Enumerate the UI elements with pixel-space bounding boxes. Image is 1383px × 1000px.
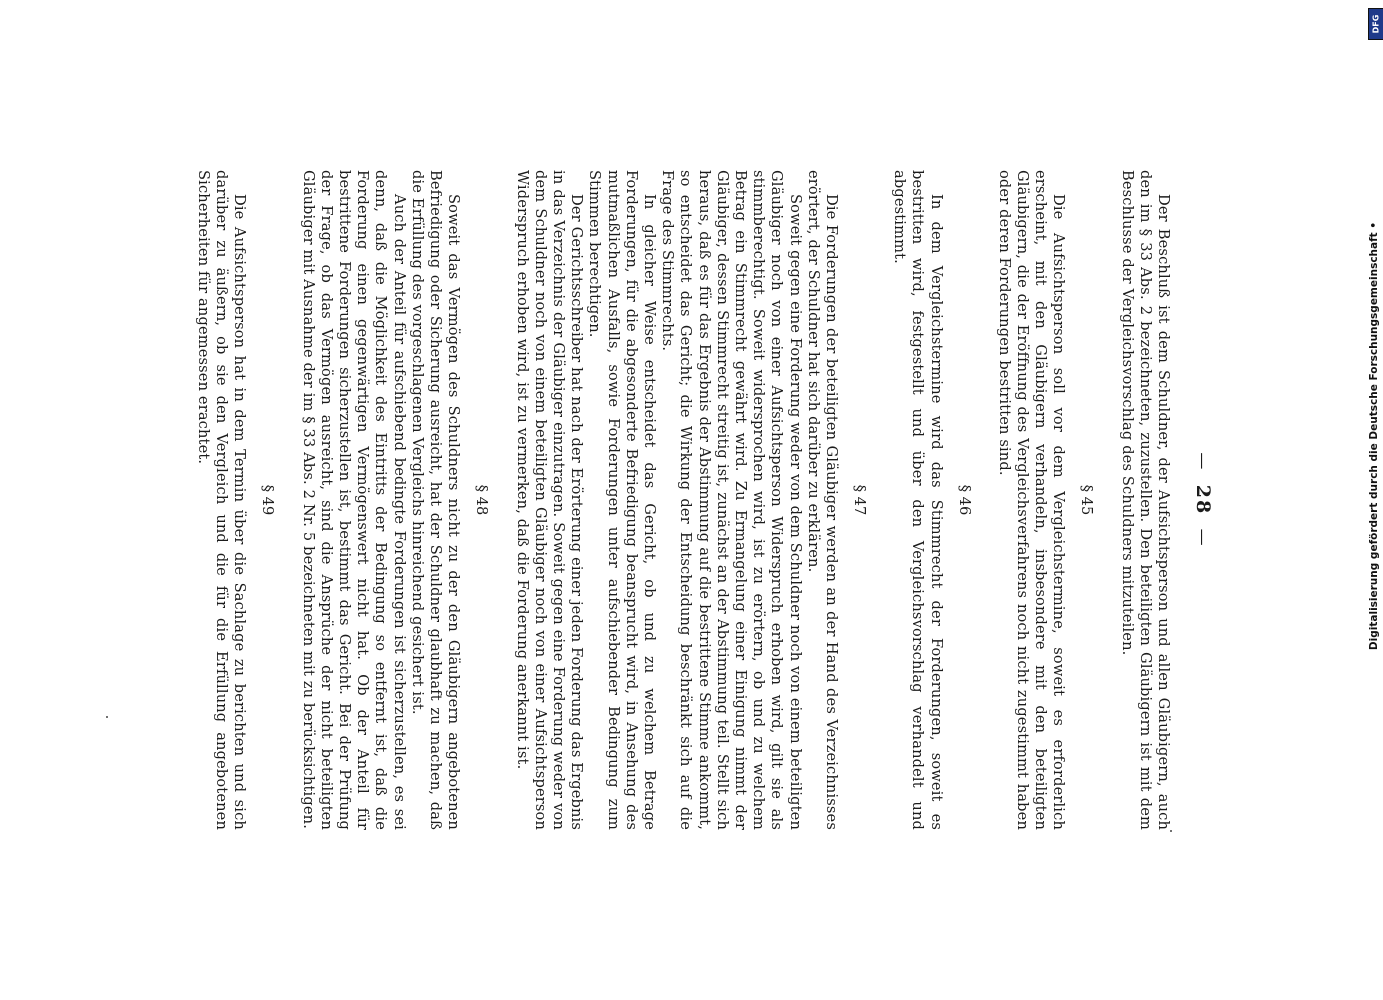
digitization-notice-text: Digitalisierung gefördert durch die Deutsche Forschungsgemeinschaft • [1368,221,1380,651]
header-dash-left: — [1192,452,1212,472]
paragraph: Die Forderungen der beteiligten Gläubiger werden an der Hand des Verzeichnisses erörtert, der Schuldner hat sich darüber zu erklären. [804,170,840,830]
page-header [1192,170,1214,830]
paragraph: Soweit gegen eine Forderung weder von dem Schuldner noch von einem beteiligten Gläubiger noch von einer Aufsichtsperson Widerspruch erhoben wird, gilt sie als stimmberechtigt. Soweit widersprochen wird, ist zu erörtern, ob und zu welchem Betrag ein Stimmrecht gewährt wird. Zu Ermangelung einer Einigung nimmt der Gläubiger, dessen Stimmrecht streitig ist, zunächst an der Abstimmung teil. Stellt sich heraus, daß es für das Ergebnis der Abstimmung auf die bestrittene Stimme ankommt, so entscheidet das Gericht; die Wirkung der Entscheidung beschränkt sich auf die Frage des Stimmrechts. [659,170,804,830]
section-heading-47: § 47 [850,484,868,516]
paragraph: Auch der Anteil für aufschiebend bedingte Forderungen ist sicherzustellen, es sei denn, daß die Möglichkeit des Eintritts der Bedingung so entfernt ist, daß die Forderung einen gegenwärtigen Vermögenswert nicht hat. Ob der Anteil für bestrittene Forderungen sicherzustellen ist, bestimmt das Gericht. Bei der Prüfung der Frage, ob das Vermögen ausreicht, sind die Ansprüche der nicht beteiligten Gläubiger mit Ausnahme der im § 33 Abs. 2 Nr. 5 bezeichneten mit zu berücksichtigen. [299,170,408,830]
header-dash-right: — [1192,528,1212,548]
paragraph: In dem Vergleichstermine wird das Stimmrecht der Forderungen, soweit es bestritten wird, festgestellt und über den Vergleichsvorschlag verhandelt und abgestimmt. [891,170,945,830]
paragraph: In gleicher Weise entscheidet das Gericht, ob und zu welchem Betrage Forderungen, für die abgesonderte Befriedigung beansprucht wird, in Ansehung des mutmaßlichen Ausfalls, sowie Forderungen unter aufschiebender Bedingung zum Stimmen berechtigen. [586,170,658,830]
section-heading-49: § 49 [259,484,277,516]
paragraph: Soweit das Vermögen des Schuldners nicht zu der den Gläubigern angebotenen Befriedigung oder Sicherung ausreicht, hat der Schuldner glaubhaft zu machen, daß die Erfüllung des vorgeschlagenen Vergleichs hinreichend gesichert ist. [408,170,463,830]
section-heading-45: § 45 [1078,484,1096,516]
scan-speck [106,716,108,718]
rotated-document-page [136,170,1236,830]
dfg-logo-text: DFG [1371,14,1381,34]
page-number: 28 [1192,484,1214,516]
section-heading-46: § 46 [955,484,973,516]
scan-speck [1170,830,1172,832]
digitization-notice [1365,6,1383,866]
paragraph: Der Gerichtsschreiber hat nach der Erörterung einer jeden Forderung das Ergebnis in das Verzeichnis der Gläubiger einzutragen. Soweit gegen eine Forderung weder von dem Schuldner noch von einem beteiligten Gläubiger noch von einer Aufsichtsperson Widerspruch erhoben wird, ist zu vermerken, daß die Forderung anerkannt ist. [513,170,586,830]
paragraph: Die Aufsichtsperson soll vor dem Vergleichstermine, soweit es erforderlich erscheint, mit den Gläubigern verhandeln, insbesondere mit den beteiligten Gläubigern, die der Eröffnung des Vergleichsverfahrens noch nicht zugestimmt haben oder deren Forderungen bestritten sind. [995,170,1068,830]
paragraph: Der Beschluß ist dem Schuldner, der Aufsichtsperson und allen Gläubigern, auch den im § 33 Abs. 2 bezeichneten, zuzustellen. Den beteiligten Gläubigern ist mit dem Beschlusse der Vergleichsvorschlag des Schuldners mitzuteilen. [1118,170,1172,830]
paragraph: Die Aufsichtsperson hat in dem Termin über die Sachlage zu berichten und sich darüber zu äußern, ob sie den Vergleich und die für die Erfüllung angebotenen Sicherheiten für angemessen erachtet. [195,170,249,830]
document-body [194,170,1172,830]
section-heading-48: § 48 [473,484,491,516]
